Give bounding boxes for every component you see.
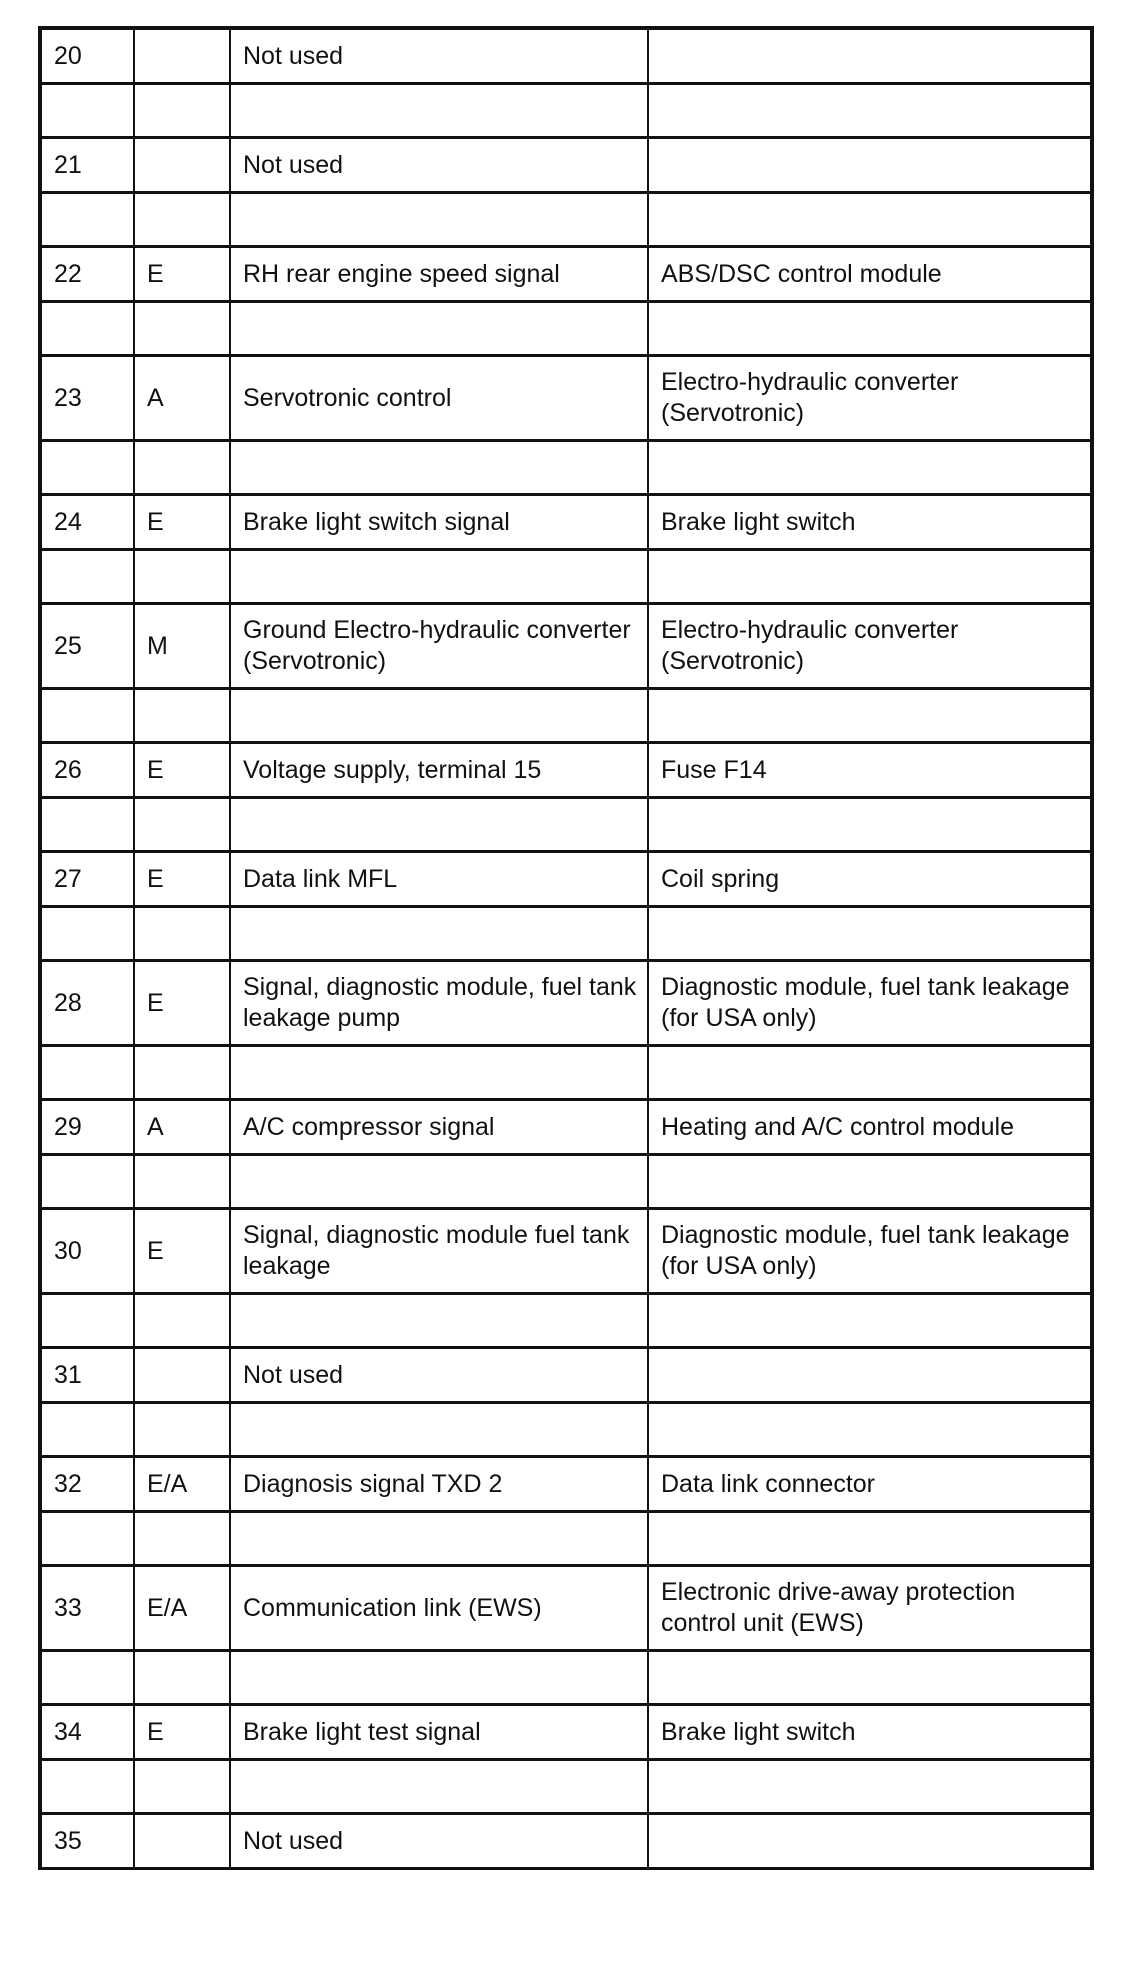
function-cell: Not used [230, 28, 648, 84]
connection-cell: ABS/DSC control module [648, 247, 1092, 302]
table-row [40, 743, 1092, 798]
connection-cell [648, 1348, 1092, 1403]
pin-number-cell: 32 [40, 1457, 134, 1512]
function-cell: Communication link (EWS) [230, 1566, 648, 1651]
table-row [40, 247, 1092, 302]
signal-type-cell: E/A [134, 1566, 230, 1651]
pin-number-cell: 29 [40, 1100, 134, 1155]
empty-cell [134, 798, 230, 852]
empty-cell [230, 689, 648, 743]
spacer-row [40, 689, 1092, 743]
function-cell: Signal, diagnostic module, fuel tank leakage pump [230, 961, 648, 1046]
table-row [40, 1209, 1092, 1294]
empty-cell [648, 441, 1092, 495]
pin-number-cell: 35 [40, 1814, 134, 1869]
connection-cell: Electro-hydraulic converter (Servotronic) [648, 604, 1092, 689]
connection-cell: Heating and A/C control module [648, 1100, 1092, 1155]
spacer-row [40, 302, 1092, 356]
empty-cell [134, 1403, 230, 1457]
empty-cell [648, 1760, 1092, 1814]
empty-cell [40, 1760, 134, 1814]
signal-type-cell: E [134, 1209, 230, 1294]
connection-cell: Electronic drive-away protection control unit (EWS) [648, 1566, 1092, 1651]
empty-cell [134, 1294, 230, 1348]
spacer-row [40, 550, 1092, 604]
empty-cell [40, 798, 134, 852]
function-cell: RH rear engine speed signal [230, 247, 648, 302]
empty-cell [40, 907, 134, 961]
empty-cell [230, 193, 648, 247]
empty-cell [230, 1155, 648, 1209]
connection-cell: Brake light switch [648, 495, 1092, 550]
empty-cell [40, 1403, 134, 1457]
spacer-row [40, 1046, 1092, 1100]
connection-cell: Diagnostic module, fuel tank leakage (for USA only) [648, 961, 1092, 1046]
signal-type-cell [134, 138, 230, 193]
empty-cell [134, 689, 230, 743]
pin-number-cell: 27 [40, 852, 134, 907]
connection-cell [648, 1814, 1092, 1869]
empty-cell [648, 1651, 1092, 1705]
empty-cell [134, 193, 230, 247]
signal-type-cell: E [134, 1705, 230, 1760]
table-row [40, 356, 1092, 441]
empty-cell [40, 1651, 134, 1705]
table-row [40, 604, 1092, 689]
empty-cell [648, 689, 1092, 743]
function-cell: Servotronic control [230, 356, 648, 441]
empty-cell [134, 1512, 230, 1566]
empty-cell [230, 84, 648, 138]
empty-cell [648, 1155, 1092, 1209]
table-row [40, 1100, 1092, 1155]
empty-cell [40, 84, 134, 138]
pin-number-cell: 33 [40, 1566, 134, 1651]
table-row [40, 852, 1092, 907]
empty-cell [648, 1046, 1092, 1100]
function-cell: Data link MFL [230, 852, 648, 907]
table-row [40, 495, 1092, 550]
signal-type-cell [134, 1348, 230, 1403]
function-cell: Not used [230, 1814, 648, 1869]
empty-cell [134, 1651, 230, 1705]
table-row [40, 1348, 1092, 1403]
empty-cell [648, 1403, 1092, 1457]
empty-cell [40, 1155, 134, 1209]
connection-cell: Data link connector [648, 1457, 1092, 1512]
empty-cell [134, 84, 230, 138]
table-row [40, 961, 1092, 1046]
spacer-row [40, 1155, 1092, 1209]
function-cell: Not used [230, 1348, 648, 1403]
empty-cell [648, 193, 1092, 247]
empty-cell [230, 550, 648, 604]
signal-type-cell: A [134, 1100, 230, 1155]
empty-cell [40, 1294, 134, 1348]
connection-cell [648, 138, 1092, 193]
connection-cell: Coil spring [648, 852, 1092, 907]
pin-number-cell: 28 [40, 961, 134, 1046]
pin-number-cell: 24 [40, 495, 134, 550]
empty-cell [40, 193, 134, 247]
empty-cell [648, 798, 1092, 852]
empty-cell [40, 1046, 134, 1100]
signal-type-cell [134, 28, 230, 84]
empty-cell [230, 907, 648, 961]
empty-cell [230, 1651, 648, 1705]
pin-number-cell: 25 [40, 604, 134, 689]
signal-type-cell: E [134, 961, 230, 1046]
spacer-row [40, 1403, 1092, 1457]
empty-cell [134, 907, 230, 961]
signal-type-cell: E/A [134, 1457, 230, 1512]
empty-cell [230, 302, 648, 356]
empty-cell [134, 550, 230, 604]
empty-cell [230, 1760, 648, 1814]
connection-cell: Diagnostic module, fuel tank leakage (for USA only) [648, 1209, 1092, 1294]
empty-cell [40, 441, 134, 495]
empty-cell [40, 550, 134, 604]
signal-type-cell [134, 1814, 230, 1869]
connection-cell: Fuse F14 [648, 743, 1092, 798]
empty-cell [40, 689, 134, 743]
pin-assignment-table [38, 26, 1094, 1870]
signal-type-cell: E [134, 852, 230, 907]
empty-cell [648, 84, 1092, 138]
function-cell: Not used [230, 138, 648, 193]
function-cell: Brake light test signal [230, 1705, 648, 1760]
signal-type-cell: E [134, 743, 230, 798]
function-cell: Ground Electro-hydraulic converter (Servotronic) [230, 604, 648, 689]
function-cell: Brake light switch signal [230, 495, 648, 550]
empty-cell [134, 441, 230, 495]
pin-number-cell: 34 [40, 1705, 134, 1760]
spacer-row [40, 1294, 1092, 1348]
connection-cell [648, 28, 1092, 84]
connection-cell: Brake light switch [648, 1705, 1092, 1760]
empty-cell [134, 1760, 230, 1814]
pin-number-cell: 31 [40, 1348, 134, 1403]
pin-number-cell: 22 [40, 247, 134, 302]
pin-number-cell: 21 [40, 138, 134, 193]
function-cell: Diagnosis signal TXD 2 [230, 1457, 648, 1512]
empty-cell [134, 302, 230, 356]
function-cell: Voltage supply, terminal 15 [230, 743, 648, 798]
empty-cell [230, 441, 648, 495]
table-row [40, 28, 1092, 84]
spacer-row [40, 441, 1092, 495]
pin-table-body [40, 28, 1092, 1869]
empty-cell [230, 1512, 648, 1566]
empty-cell [230, 1403, 648, 1457]
function-cell: Signal, diagnostic module fuel tank leakage [230, 1209, 648, 1294]
empty-cell [648, 550, 1092, 604]
spacer-row [40, 1651, 1092, 1705]
table-row [40, 1457, 1092, 1512]
signal-type-cell: E [134, 247, 230, 302]
pin-number-cell: 20 [40, 28, 134, 84]
spacer-row [40, 907, 1092, 961]
spacer-row [40, 798, 1092, 852]
empty-cell [648, 302, 1092, 356]
empty-cell [134, 1155, 230, 1209]
empty-cell [648, 907, 1092, 961]
spacer-row [40, 1512, 1092, 1566]
signal-type-cell: E [134, 495, 230, 550]
pin-number-cell: 30 [40, 1209, 134, 1294]
table-row [40, 1566, 1092, 1651]
spacer-row [40, 193, 1092, 247]
table-row [40, 138, 1092, 193]
empty-cell [40, 1512, 134, 1566]
connection-cell: Electro-hydraulic converter (Servotronic) [648, 356, 1092, 441]
empty-cell [230, 798, 648, 852]
empty-cell [40, 302, 134, 356]
empty-cell [230, 1294, 648, 1348]
signal-type-cell: M [134, 604, 230, 689]
pin-number-cell: 26 [40, 743, 134, 798]
pin-number-cell: 23 [40, 356, 134, 441]
table-row [40, 1705, 1092, 1760]
empty-cell [134, 1046, 230, 1100]
empty-cell [648, 1512, 1092, 1566]
spacer-row [40, 84, 1092, 138]
table-row [40, 1814, 1092, 1869]
empty-cell [230, 1046, 648, 1100]
spacer-row [40, 1760, 1092, 1814]
empty-cell [648, 1294, 1092, 1348]
function-cell: A/C compressor signal [230, 1100, 648, 1155]
signal-type-cell: A [134, 356, 230, 441]
